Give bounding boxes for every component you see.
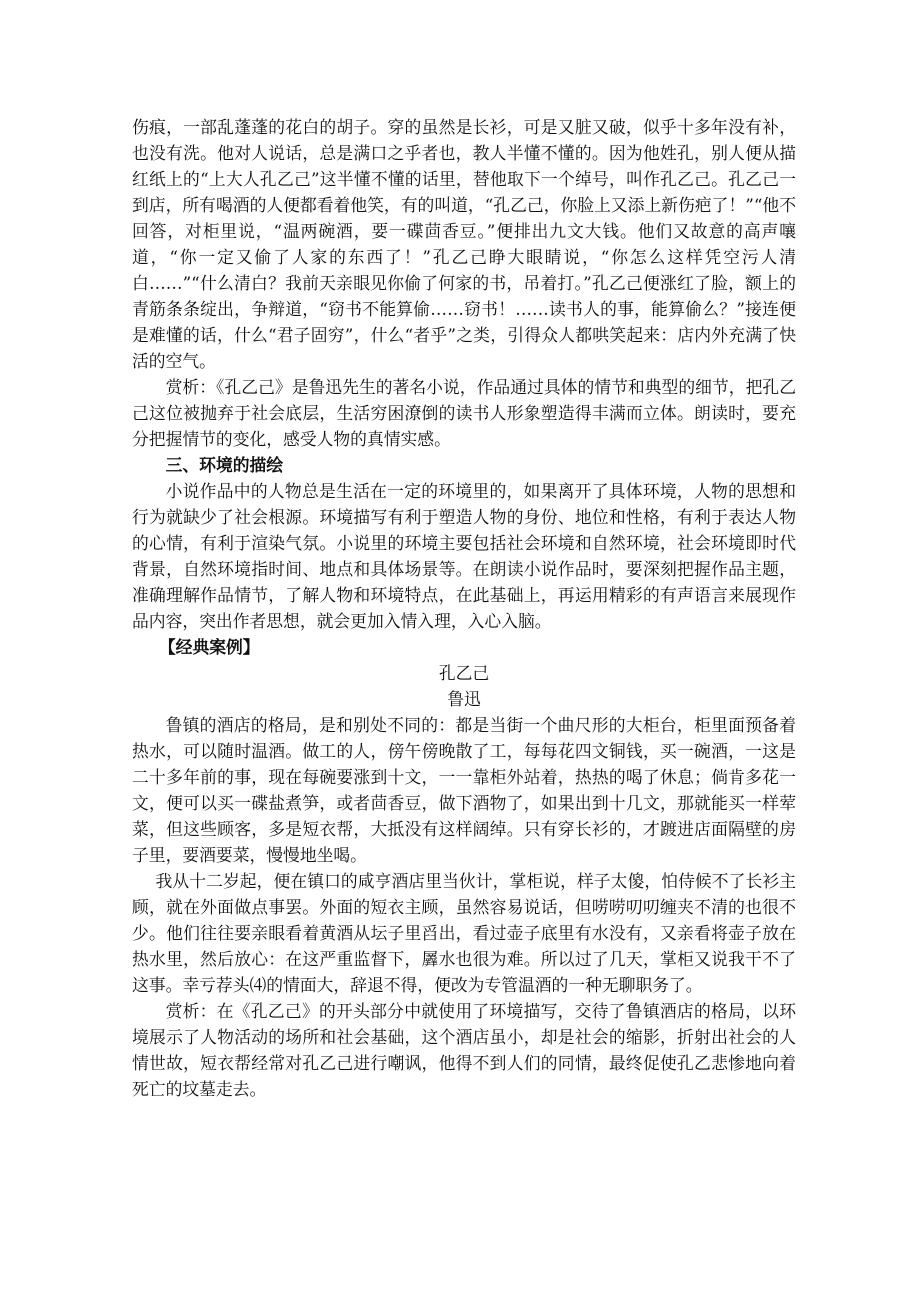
appreciation-paragraph-2: 赏析：在《孔乙己》的开头部分中就使用了环境描写，交待了鲁镇酒店的格局，以环境展示了人物活动的场所和社会基础，这个酒店虽小，却是社会的缩影，折射出社会的人情世故，短衣帮经常对孔乙己进行嘲讽，他得不到人们的同情，最终促使孔乙悲惨地向着死亡的坟墓走去。 <box>132 1001 796 1099</box>
story-excerpt-paragraph: 伤痕，一部乱蓬蓬的花白的胡子。穿的虽然是长衫，可是又脏又破，似乎十多年没有补，也没有洗。他对人说话，总是满口之乎者也，教人半懂不懂的。因为他姓孔，别人便从描红纸上的“上大人孔乙己”这半懂不懂的话里，替他取下一个绰号，叫作孔乙己。孔乙己一到店，所有喝酒的人便都看着他笑，有的叫道，“孔乙己，你脸上又添上新伤疤了！”“他不回答，对柜里说，“温两碗酒，要一碟茴香豆。”便排出九文大钱。他们又故意的高声嚷道，“你一定又偷了人家的东西了！”孔乙己睁大眼睛说，“你怎么这样凭空污人清白……”“什么清白？我前天亲眼见你偷了何家的书，吊着打。”孔乙己便涨红了脸，额上的青筋条条绽出，争辩道，“窃书不能算偷……窃书！……读书人的事，能算偷么？”接连便是难懂的话，什么“君子固穷”，什么“者乎”之类，引得众人都哄笑起来：店内外充满了快活的空气。 <box>132 117 796 371</box>
story-author: 鲁迅 <box>447 689 481 709</box>
story-title: 孔乙己 <box>438 663 490 683</box>
section-heading-environment: 三、环境的描绘 <box>165 455 284 475</box>
document-page <box>132 114 796 1102</box>
story-paragraph-1: 鲁镇的酒店的格局，是和别处不同的：都是当街一个曲尺形的大柜台，柜里面预备着热水，可以随时温酒。做工的人，傍午傍晚散了工，每每花四文铜钱，买一碗酒，一这是二十多年前的事，现在每碗要涨到十文，一一靠柜外站着，热热的喝了休息；倘肯多花一文，便可以买一碟盐煮笋，或者茴香豆，做下酒物了，如果出到十几文，那就能买一样荤菜，但这些顾客，多是短衣帮，大抵没有这样阔绰。只有穿长衫的，才踱进店面隔壁的房子里，要酒要菜，慢慢地坐喝。 <box>132 715 796 865</box>
appreciation-paragraph-1: 赏析：《孔乙己》是鲁迅先生的著名小说，作品通过具体的情节和典型的细节，把孔乙己这位被抛弃于社会底层，生活穷困潦倒的读书人形象塑造得丰满而立体。朗读时，要充分把握情节的变化，感受人物的真情实感。 <box>132 377 796 449</box>
environment-intro-paragraph: 小说作品中的人物总是生活在一定的环境里的，如果离开了具体环境，人物的思想和行为就缺少了社会根源。环境描写有利于塑造人物的身份、地位和性格，有利于表达人物的心情，有利于渲染气氛。小说里的环境主要包括社会环境和自然环境，社会环境即时代背景，自然环境指时间、地点和具体场景等。在朗读小说作品时，要深刻把握作品主题，准确理解作品情节，了解人物和环境特点，在此基础上，再运用精彩的有声语言来展现作品内容，突出作者思想，就会更加入情入理，入心入脑。 <box>132 481 796 631</box>
classic-case-label: 【经典案例】 <box>158 637 260 657</box>
story-paragraph-2: 我从十二岁起，便在镇口的咸亨酒店里当伙计，掌柜说，样子太傻，怕侍候不了长衫主顾，就在外面做点事罢。外面的短衣主顾，虽然容易说话，但唠唠叨叨缠夹不清的也很不少。他们往往要亲眼看着黄酒从坛子里舀出，看过壶子底里有水没有，又亲看将壶子放在热水里，然后放心：在这严重监督下，羼水也很为难。所以过了几天，掌柜又说我干不了这事。幸亏荐头⑷的情面大，辞退不得，便改为专管温酒的一种无聊职务了。 <box>132 871 796 995</box>
